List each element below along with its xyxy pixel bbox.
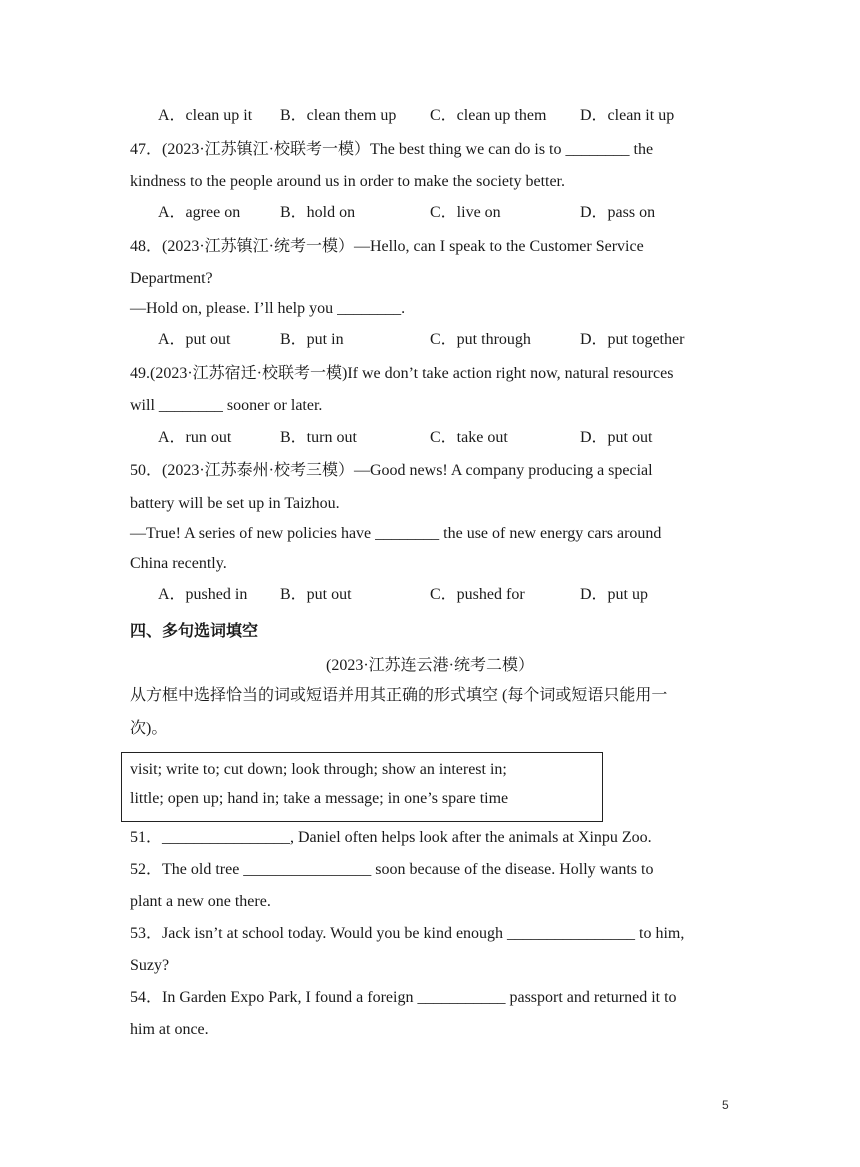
q48-option-d: D．put together: [580, 331, 685, 348]
q50-stem-line1: 50．(2023·江苏泰州·校考三模）—Good news! A company producing a special: [130, 462, 653, 479]
q51-stem-line1: 51．________________, Daniel often helps look after the animals at Xinpu Zoo.: [130, 829, 652, 846]
q48-stem-line3: —Hold on, please. I’ll help you ________.: [130, 300, 406, 317]
q48-stem-line2: Department?: [130, 270, 213, 287]
q52-stem-line1: 52．The old tree ________________ soon because of the disease. Holly wants to: [130, 861, 654, 878]
q49-option-b: B．turn out: [280, 429, 357, 446]
q46-option-c: C．clean up them: [430, 107, 547, 124]
q50-option-c: C．pushed for: [430, 586, 525, 603]
q49-option-a: A．run out: [158, 429, 232, 446]
q46-option-a: A．clean up it: [158, 107, 253, 124]
q49-stem-line1: 49.(2023·江苏宿迁·校联考一模)If we don’t take action right now, natural resources: [130, 365, 674, 382]
page-number: 5: [722, 1098, 729, 1112]
q48-stem-line1: 48．(2023·江苏镇江·统考一模）—Hello, can I speak to the Customer Service: [130, 238, 644, 255]
q46-option-b: B．clean them up: [280, 107, 397, 124]
q47-option-a: A．agree on: [158, 204, 241, 221]
q49-option-c: C．take out: [430, 429, 508, 446]
word-box: [121, 752, 603, 822]
q50-stem-line2: battery will be set up in Taizhou.: [130, 495, 340, 512]
section-source: (2023·江苏连云港·统考二模）: [326, 657, 534, 674]
q49-option-d: D．put out: [580, 429, 653, 446]
section-instruction-line2: 次)。: [130, 720, 168, 737]
q53-stem-line2: Suzy?: [130, 957, 170, 974]
q47-option-d: D．pass on: [580, 204, 656, 221]
word-box-line2: little; open up; hand in; take a message; in one’s spare time: [130, 790, 509, 807]
q48-option-b: B．put in: [280, 331, 344, 348]
q47-option-b: B．hold on: [280, 204, 356, 221]
q49-stem-line2: will ________ sooner or later.: [130, 397, 323, 414]
q54-stem-line2: him at once.: [130, 1021, 209, 1038]
q54-stem-line1: 54．In Garden Expo Park, I found a foreign ___________ passport and returned it to: [130, 989, 677, 1006]
section-instruction-line1: 从方框中选择恰当的词或短语并用其正确的形式填空 (每个词或短语只能用一: [130, 687, 668, 704]
q46-option-d: D．clean it up: [580, 107, 675, 124]
q48-option-a: A．put out: [158, 331, 231, 348]
q47-stem-line1: 47．(2023·江苏镇江·校联考一模）The best thing we can do is to ________ the: [130, 141, 654, 158]
section-heading: 四、多句选词填空: [130, 621, 259, 640]
q50-option-b: B．put out: [280, 586, 352, 603]
q50-option-d: D．put up: [580, 586, 649, 603]
q50-stem-line3: —True! A series of new policies have ________ the use of new energy cars around: [130, 525, 662, 542]
q47-stem-line2: kindness to the people around us in order to make the society better.: [130, 173, 565, 190]
word-box-line1: visit; write to; cut down; look through; show an interest in;: [130, 761, 507, 778]
q50-option-a: A．pushed in: [158, 586, 248, 603]
q53-stem-line1: 53．Jack isn’t at school today. Would you be kind enough ________________ to him,: [130, 925, 685, 942]
q52-stem-line2: plant a new one there.: [130, 893, 271, 910]
q47-option-c: C．live on: [430, 204, 501, 221]
q50-stem-line4: China recently.: [130, 555, 227, 572]
q48-option-c: C．put through: [430, 331, 531, 348]
